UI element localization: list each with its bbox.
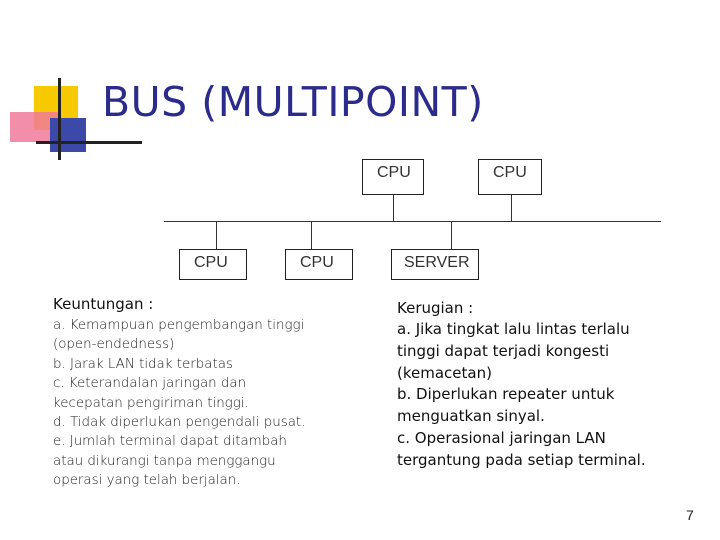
connector-line — [216, 221, 217, 249]
keuntungan-line: b. Jarak LAN tidak terbatas — [53, 356, 233, 372]
keuntungan-line: (open-endedness) — [53, 337, 175, 353]
kerugian-line: a. Jika tingkat lalu lintas terlalu — [397, 320, 630, 338]
keuntungan-line: a. Kemampuan pengembangan tinggi — [53, 318, 305, 333]
connector-line — [511, 195, 512, 222]
kerugian-line: menguatkan sinyal. — [397, 407, 545, 426]
logo-vertical-line — [58, 78, 61, 160]
keuntungan-line: c. Keterandalan jaringan dan — [53, 376, 247, 392]
connector-line — [451, 221, 452, 249]
keuntungan-line: operasi yang telah berjalan. — [53, 473, 241, 489]
keuntungan-heading: Keuntungan : — [53, 295, 154, 313]
kerugian-line: tergantung pada setiap terminal. — [397, 450, 646, 469]
slide-title: BUS (MULTIPOINT) — [102, 78, 484, 126]
keuntungan-line: d. Tidak diperlukan pengendali pusat. — [53, 415, 306, 431]
server-node: SERVER — [391, 249, 479, 280]
kerugian-heading: Kerugian : — [397, 299, 474, 317]
keuntungan-line: atau dikurangi tanpa menggangu — [53, 453, 276, 469]
connector-line — [311, 221, 312, 249]
keuntungan-line: e. Jumlah terminal dapat ditambah — [53, 434, 287, 450]
logo-horizontal-line — [36, 141, 142, 144]
kerugian-line: (kemacetan) — [397, 363, 492, 382]
bus-line — [164, 221, 661, 222]
bottom-cpu-node-1: CPU — [179, 249, 247, 280]
kerugian-line: tinggi dapat terjadi kongesti — [397, 341, 610, 360]
bottom-cpu-node-2: CPU — [285, 249, 353, 280]
keuntungan-line: kecepatan pengiriman tinggi. — [53, 395, 249, 411]
connector-line — [393, 195, 394, 222]
kerugian-line: c. Operasional jaringan LAN — [397, 428, 606, 447]
logo-blue-square — [50, 118, 86, 152]
page-number: 7 — [686, 507, 694, 523]
kerugian-section — [397, 299, 697, 472]
kerugian-line: b. Diperlukan repeater untuk — [397, 385, 615, 404]
keuntungan-section — [53, 295, 353, 491]
top-cpu-node-2: CPU — [478, 159, 542, 195]
top-cpu-node-1: CPU — [362, 159, 424, 195]
